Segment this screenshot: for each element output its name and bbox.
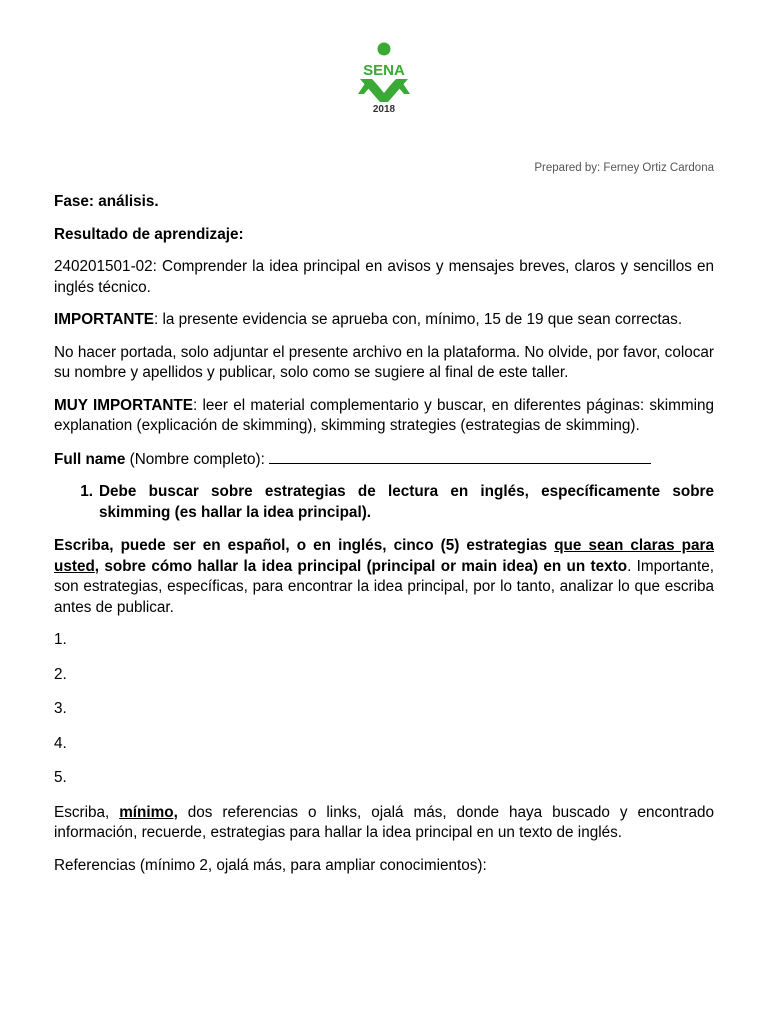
sena-logo (348, 42, 420, 120)
referencias-instruction (54, 803, 714, 844)
resultado-heading: Resultado de aprendizaje: (54, 225, 244, 243)
escriba-part1: Escriba, puede ser en español, o en inglés, cinco (5) estrategias (54, 537, 555, 554)
question-1-text: Debe buscar sobre estrategias de lectura en inglés, específicamente sobre skimming (es hallar la idea principal). (99, 483, 714, 521)
fase-heading: Fase: análisis. (54, 193, 159, 210)
escriba-underlined: que sean claras para usted (54, 537, 714, 575)
question-1 (54, 482, 714, 523)
document-body (54, 192, 714, 888)
resultado-text: 240201501-02: Comprender la idea principal en avisos y mensajes breves, claros y sencillos en inglés técnico. (54, 258, 714, 296)
escriba-part3: . Importante, son estrategias, específicas, para encontrar la idea principal, por lo tanto, analizar lo que escriba antes de publicar. (54, 557, 714, 616)
answer-item-1: 1. (54, 631, 67, 648)
muy-importante-label: MUY IMPORTANTE (54, 396, 193, 414)
muy-importante-text: : leer el material complementario y buscar, en diferentes páginas: skimming explanation (explicación de skimming), skimming strategies (estrategias de skimming). (54, 396, 714, 434)
fullname-label: Full name (54, 450, 126, 468)
fullname-blank-line[interactable] (269, 449, 651, 464)
logo-year: 2018 (372, 104, 396, 115)
answer-item-3: 3. (54, 700, 67, 717)
refs-part1: Escriba, (54, 803, 120, 821)
importante-label: IMPORTANTE (54, 311, 154, 328)
escriba-paragraph (54, 536, 714, 618)
answer-item-5: 5. (54, 769, 67, 786)
importante-paragraph (54, 310, 714, 331)
fullname-text: (Nombre completo): (125, 450, 270, 468)
refs-part2: dos referencias o links, ojalá más, donde haya buscado y encontrado información, recuerde, estrategias para hallar la idea principal en un texto de inglés. (54, 803, 714, 841)
refs-underlined: mínimo, (119, 803, 178, 821)
answer-item-4: 4. (54, 734, 67, 752)
muy-importante-paragraph (54, 396, 714, 437)
referencias-label: Referencias (mínimo 2, ojalá más, para ampliar conocimientos): (54, 856, 487, 874)
logo-text: SENA (363, 62, 405, 79)
sena-logo-icon (348, 42, 420, 106)
question-1-number: 1. (80, 483, 93, 500)
portada-paragraph: No hacer portada, solo adjuntar el presente archivo en la plataforma. No olvide, por favor, colocar su nombre y apellidos y publicar, solo como se sugiere al final de este taller. (54, 343, 714, 381)
prepared-by: Prepared by: Ferney Ortiz Cardona (534, 162, 714, 174)
escriba-part2: , sobre cómo hallar la idea principal (principal or main idea) en un texto (94, 557, 628, 575)
fullname-paragraph (54, 449, 714, 471)
answer-item-2: 2. (54, 665, 67, 683)
importante-text: : la presente evidencia se aprueba con, mínimo, 15 de 19 que sean correctas. (154, 311, 683, 328)
